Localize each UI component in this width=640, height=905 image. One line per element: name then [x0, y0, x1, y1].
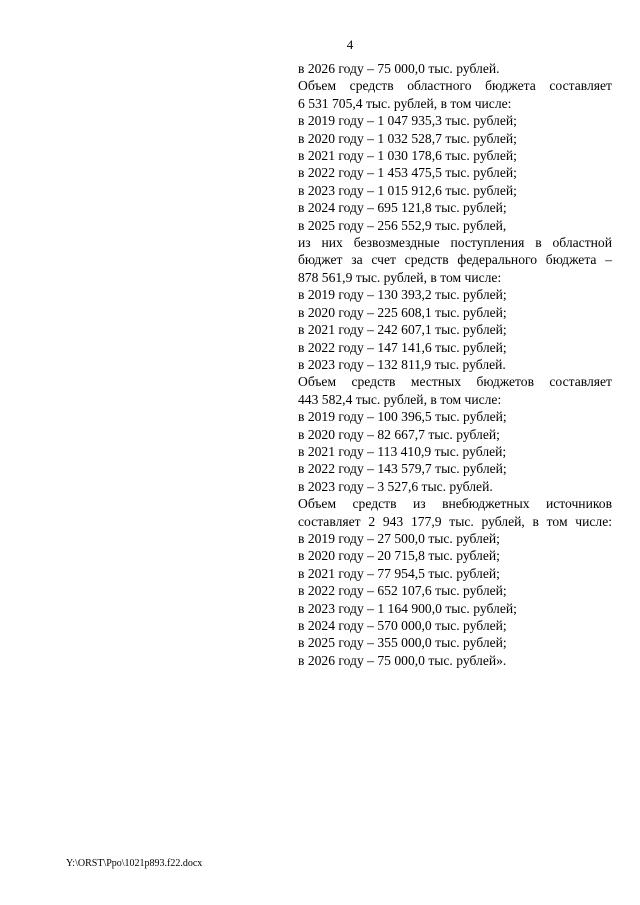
text-line: в 2022 году – 143 579,7 тыс. рублей; [298, 461, 507, 477]
text-line: в 2022 году – 147 141,6 тыс. рублей; [298, 339, 507, 355]
text-line: в 2021 году – 1 030 178,6 тыс. рублей; [298, 148, 517, 164]
text-line: в 2021 году – 113 410,9 тыс. рублей; [298, 443, 507, 459]
text-line: в 2024 году – 695 121,8 тыс. рублей; [298, 200, 507, 216]
text-line: в 2024 году – 570 000,0 тыс. рублей; [298, 618, 507, 633]
text-line: в 2020 году – 225 608,1 тыс. рублей; [298, 304, 507, 320]
text-line: в 2026 году – 75 000,0 тыс. рублей». [298, 652, 507, 668]
text-line: в 2019 году – 130 393,2 тыс. рублей; [298, 287, 507, 303]
text-line: в 2023 году – 132 811,9 тыс. рублей. [298, 356, 506, 372]
text-line: в 2019 году – 100 396,5 тыс. рублей; [298, 409, 507, 425]
text-line: в 2022 году – 1 453 475,5 тыс. рублей; [298, 165, 517, 181]
text-line: из них безвозмездные поступления в областной [298, 235, 612, 251]
text-line: в 2019 году – 1 047 935,3 тыс. рублей; [298, 113, 517, 129]
text-line: в 2021 году – 242 607,1 тыс. рублей; [298, 322, 507, 338]
text-line: 6 531 705,4 тыс. рублей, в том числе: [298, 95, 512, 111]
file-path-footer: Y:\ORST\Ppo\1021p893.f22.docx [66, 858, 203, 869]
text-line: Объем средств из внебюджетных источников [298, 496, 612, 512]
text-line: в 2020 году – 20 715,8 тыс. рублей; [298, 548, 500, 564]
text-line: Объем средств областного бюджета составляет [298, 78, 612, 94]
text-line: 443 582,4 тыс. рублей, в том числе: [298, 391, 502, 407]
text-line: 878 561,9 тыс. рублей, в том числе: [298, 269, 502, 285]
text-line: Объем средств местных бюджетов составляет [298, 374, 612, 390]
text-line: в 2020 году – 82 667,7 тыс. рублей; [298, 426, 500, 442]
text-line: в 2021 году – 77 954,5 тыс. рублей; [298, 565, 500, 581]
text-line: в 2022 году – 652 107,6 тыс. рублей; [298, 583, 507, 599]
text-line: в 2023 году – 1 015 912,6 тыс. рублей; [298, 182, 517, 198]
text-line: в 2020 году – 1 032 528,7 тыс. рублей; [298, 130, 517, 146]
text-line: в 2025 году – 355 000,0 тыс. рублей; [298, 635, 507, 651]
text-line: в 2023 году – 1 164 900,0 тыс. рублей; [298, 600, 517, 616]
page-number: 4 [346, 37, 354, 52]
text-line: в 2023 году – 3 527,6 тыс. рублей. [298, 478, 493, 494]
text-line: в 2019 году – 27 500,0 тыс. рублей; [298, 530, 500, 546]
text-line: в 2026 году – 75 000,0 тыс. рублей. [298, 61, 500, 76]
budget-text-column [298, 60, 612, 669]
text-line: бюджет за счет средств федерального бюджета – [298, 252, 612, 268]
text-line: в 2025 году – 256 552,9 тыс. рублей, [298, 217, 507, 233]
text-line: составляет 2 943 177,9 тыс. рублей, в том числе: [298, 513, 612, 529]
